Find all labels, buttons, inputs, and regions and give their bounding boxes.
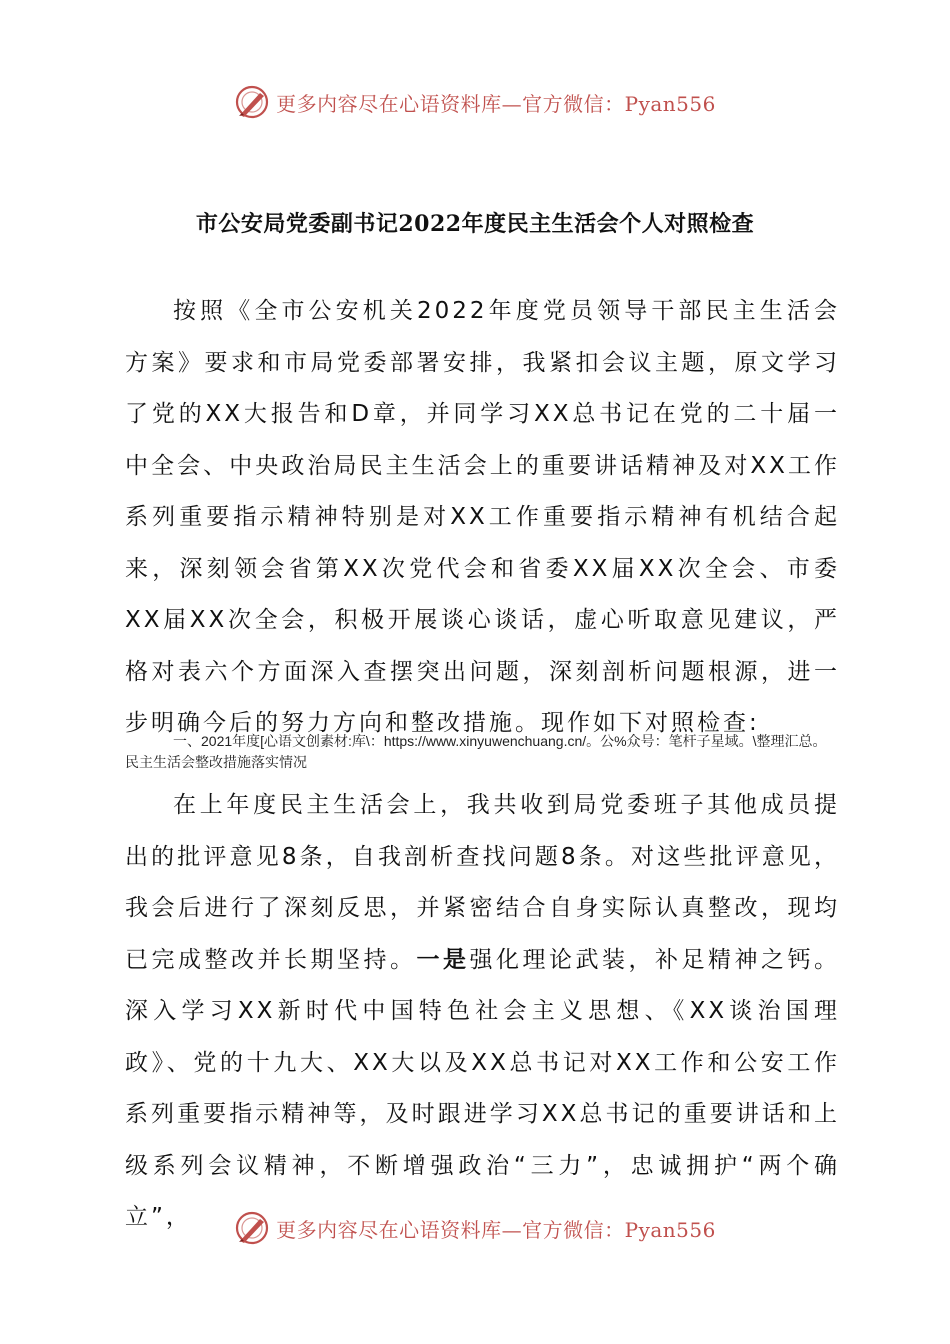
banner-wechat-id: Pyan556 xyxy=(624,1217,716,1242)
pen-logo-icon xyxy=(234,1210,270,1246)
section-heading-note: 一、2021年度[心语文创素材:库\：https://www.xinyuwenchuang.cn/。公%众号：笔杆子星域。\整理汇总。民主生活会整改措施落实情况 xyxy=(125,733,827,770)
banner-wechat-id: Pyan556 xyxy=(624,91,716,116)
paragraph-review-emphasis: 一是 xyxy=(416,946,470,973)
banner-text: 更多内容尽在心语资料库—官方微信：Pyan556 xyxy=(276,91,716,116)
paragraph-intro: 按照《全市公安机关2022年度党员领导干部民主生活会方案》要求和市局党委部署安排，我紧扣会议主题，原文学习了党的XX大报告和D章，并同学习XX总书记在党的二十届一中全会、中央政治局民主生活会上的重要讲话精神及对XX工作系列重要指示精神特别是对XX工作重要指示精神有机结合起来，深刻领会省第XX次党代会和省委XX届XX次全会、市委XX届XX次全会，积极开展谈心谈话，虚心听取意见建议，严格对表六个方面深入查摆突出问题，深刻剖析问题根源，进一步明确今后的努力方向和整改措施。现作如下对照检查: xyxy=(125,298,840,736)
paragraph-review-start: 在上年度民主生活会上，我共收到局党委班子其他成员提出的批评意见8条，自我剖析查找问题8条。对这些批评意见，我会后进行了深刻反思，并紧密结合自身实际认真整改，现均已完成整改并长期坚持。 xyxy=(125,792,840,973)
paragraph-review xyxy=(125,780,840,1244)
header-banner xyxy=(0,82,950,122)
banner-text: 更多内容尽在心语资料库—官方微信：Pyan556 xyxy=(276,1217,716,1242)
pen-logo-icon xyxy=(234,84,270,120)
footer-banner xyxy=(0,1208,950,1248)
document-title: 市公安局党委副书记2022年度民主生活会个人对照检查 xyxy=(195,211,755,237)
paragraph-review-rest: 强化理论武装，补足精神之钙。深入学习XX新时代中国特色社会主义思想、《XX谈治国理政》、党的十九大、XX大以及XX总书记对XX工作和公安工作系列重要指示精神等，及时跟进学习XX总书记的重要讲话和上级系列会议精神，不断增强政治“三力”，忠诚拥护“两个确立”， xyxy=(125,946,840,1230)
